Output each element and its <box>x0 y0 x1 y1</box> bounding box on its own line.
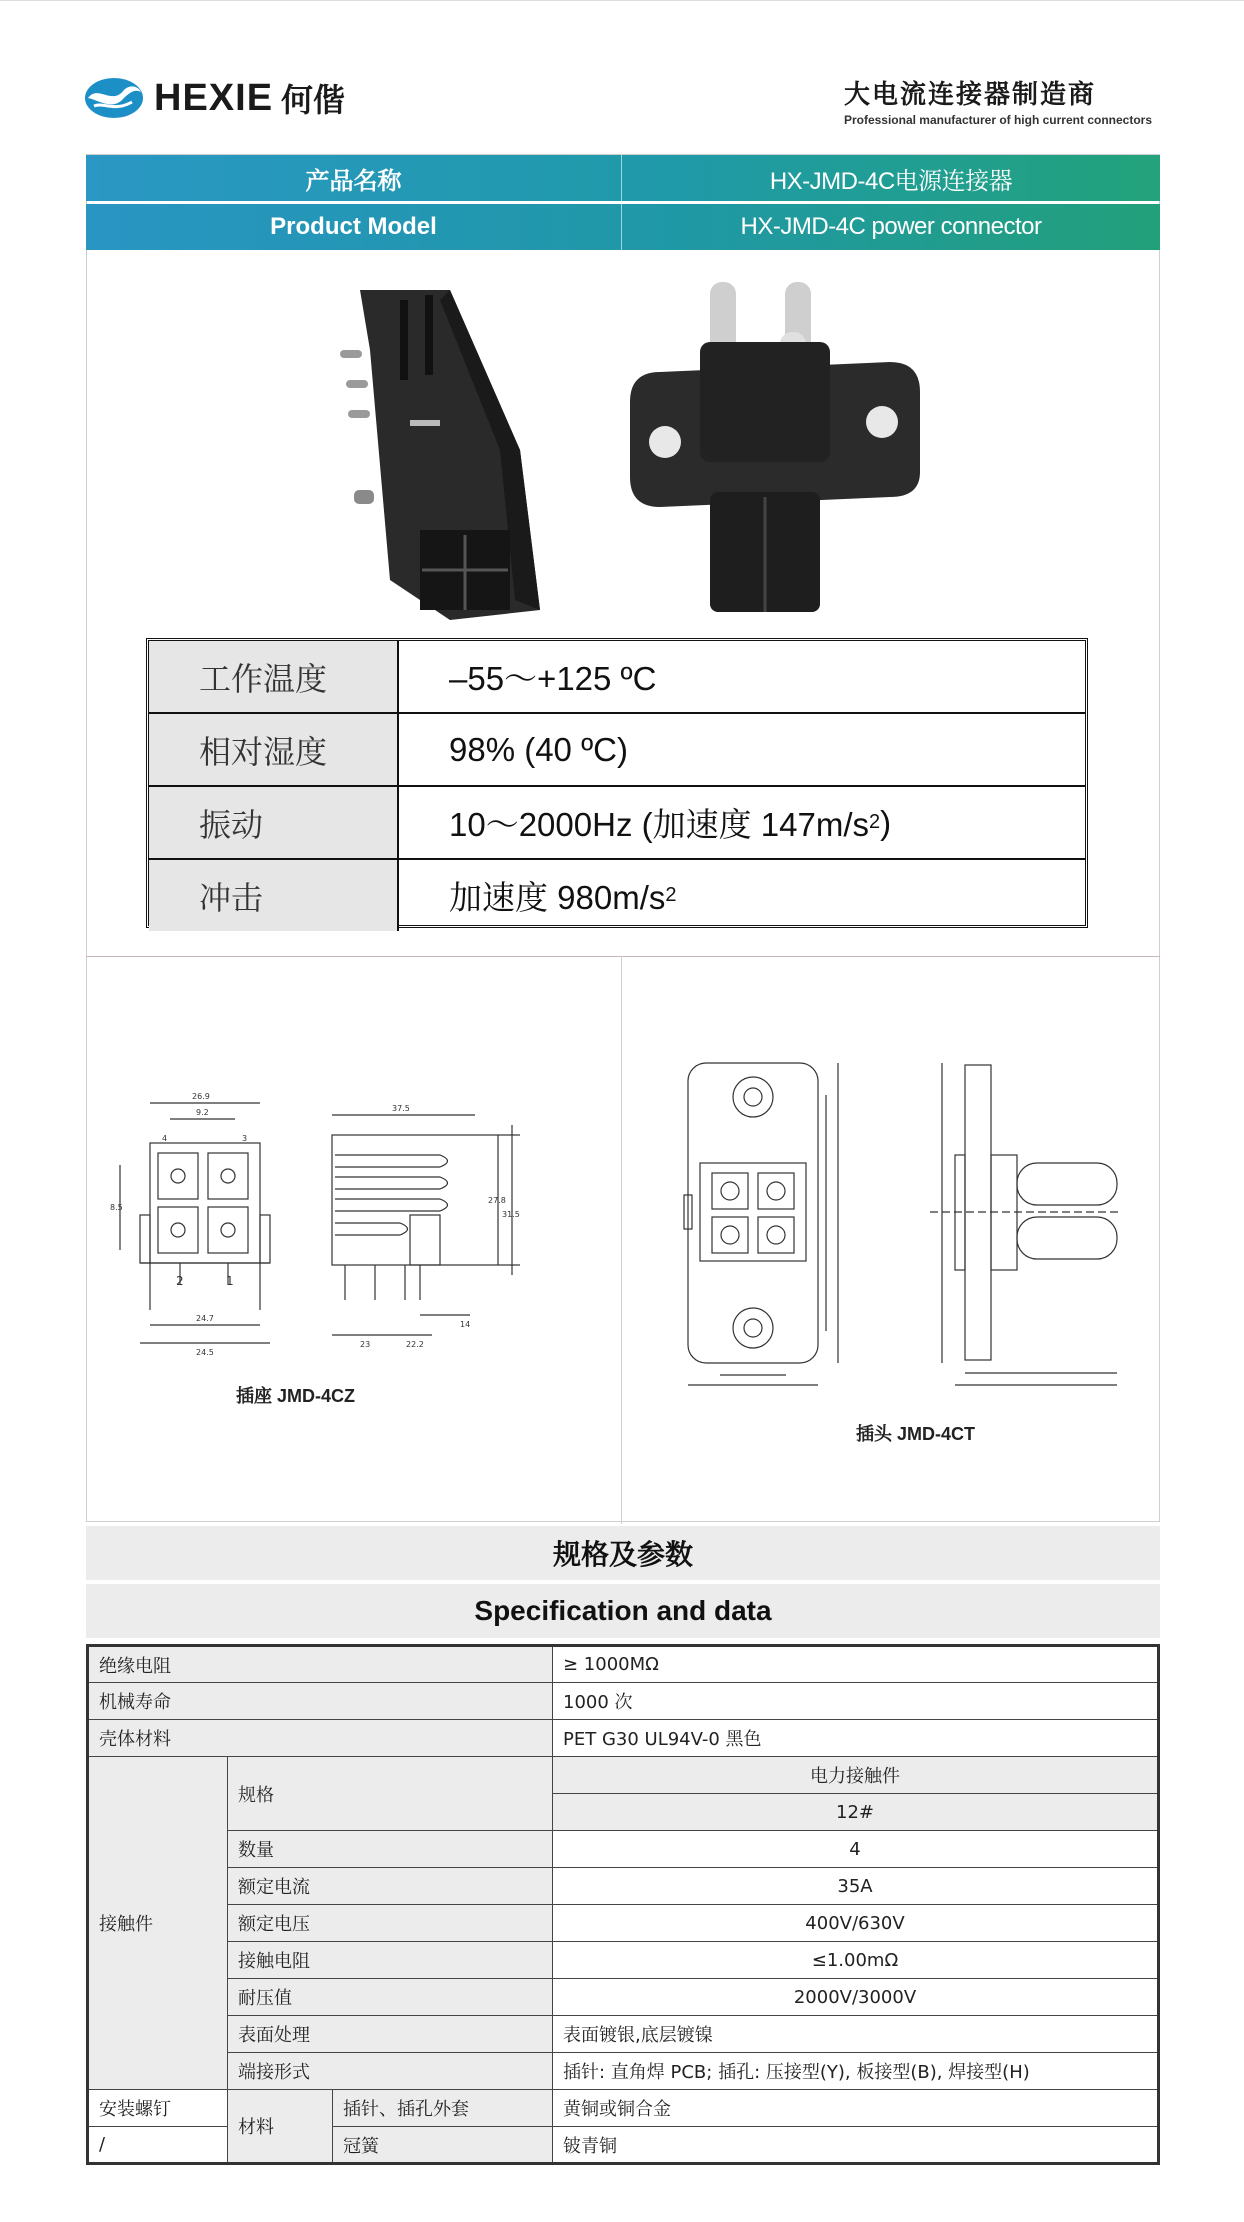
top-rule <box>0 0 1244 1</box>
plug-caption: 插头 JMD-4CT <box>856 1424 976 1444</box>
hexie-logo-icon <box>84 76 144 120</box>
spec-key: 规格 <box>228 1757 553 1831</box>
env-value-tail: ) <box>880 803 892 841</box>
env-value-text: 10～2000Hz (加速度 147m/s <box>449 806 869 843</box>
spec-key: 冠簧 <box>333 2127 553 2164</box>
section-divider <box>86 956 1160 957</box>
env-value <box>399 860 1085 931</box>
model-band-cn <box>86 155 1160 201</box>
tagline-cn: 大电流连接器制造商 <box>843 80 1096 110</box>
pin-number: 1 <box>226 1274 234 1288</box>
dim-label: 37.5 <box>392 1104 410 1113</box>
table-row <box>88 1905 1159 1942</box>
spec-value: 黄铜或铜合金 <box>553 2090 1159 2127</box>
pin-number: 4 <box>162 1134 168 1143</box>
material-label: 材料 <box>228 2090 333 2164</box>
spec-key: 壳体材料 <box>88 1720 553 1757</box>
dim-label: 27.8 <box>488 1196 506 1205</box>
env-row <box>149 860 1085 931</box>
brand-name-cn: 何偕 <box>281 81 346 119</box>
env-row <box>149 787 1085 860</box>
dim-label: 9.2 <box>196 1108 209 1117</box>
spec-value: PET G30 UL94V-0 黑色 <box>553 1720 1159 1757</box>
model-value-cn: HX-JMD-4C电源连接器 <box>769 167 1013 195</box>
dim-label: 24.7 <box>196 1314 214 1323</box>
spec-value: 35A <box>553 1868 1159 1905</box>
env-key: 冲击 <box>149 860 399 931</box>
spec-title-cn: 规格及参数 <box>86 1526 1160 1580</box>
dim-label: 14 <box>460 1320 471 1329</box>
dim-label: 23 <box>360 1340 371 1349</box>
spec-value: 电力接触件 <box>553 1757 1159 1794</box>
dim-label: 31.5 <box>502 1210 520 1219</box>
model-band-en <box>86 204 1160 250</box>
spec-key: 插针、插孔外套 <box>333 2090 553 2127</box>
spec-value: 表面镀银,底层镀镍 <box>553 2016 1159 2053</box>
env-row <box>149 714 1085 787</box>
screw-label: 安装螺钉 <box>88 2090 228 2127</box>
socket-drawing <box>110 1085 520 1365</box>
spec-value: 2000V/3000V <box>553 1979 1159 2016</box>
table-row <box>88 1979 1159 2016</box>
tagline <box>844 74 1152 127</box>
spec-key: 额定电压 <box>228 1905 553 1942</box>
spec-key: 机械寿命 <box>88 1683 553 1720</box>
spec-title-en: Specification and data <box>86 1584 1160 1638</box>
table-row <box>88 1683 1159 1720</box>
pin-number: 2 <box>176 1274 184 1288</box>
spec-key: 耐压值 <box>228 1979 553 2016</box>
env-value: –55～+125 ºC <box>449 660 657 697</box>
dim-label: 26.9 <box>192 1092 210 1101</box>
table-row <box>88 1831 1159 1868</box>
spec-value: ≥ 1000MΩ <box>553 1646 1159 1683</box>
model-value-en: HX-JMD-4C power connector <box>740 213 1042 240</box>
table-row <box>88 2090 1159 2127</box>
spec-value: 1000 次 <box>553 1683 1159 1720</box>
dim-label: 24.5 <box>196 1348 214 1357</box>
table-row <box>88 1757 1159 1794</box>
env-key: 工作温度 <box>149 641 399 712</box>
table-row <box>88 1868 1159 1905</box>
contact-group-label: 接触件 <box>88 1757 228 2090</box>
model-label-en: Product Model <box>86 204 622 250</box>
brand-name: HEXIE <box>154 76 274 119</box>
table-row <box>88 2016 1159 2053</box>
spec-key: 接触电阻 <box>228 1942 553 1979</box>
env-value-sup: 2 <box>665 884 677 906</box>
spec-key: 额定电流 <box>228 1868 553 1905</box>
table-row <box>88 1720 1159 1757</box>
spec-key: 表面处理 <box>228 2016 553 2053</box>
socket-photo <box>330 280 550 620</box>
table-row <box>88 1942 1159 1979</box>
env-value <box>399 787 1085 858</box>
spec-value: 插针: 直角焊 PCB; 插孔: 压接型(Y), 板接型(B), 焊接型(H) <box>553 2053 1159 2090</box>
spec-value: 铍青铜 <box>553 2127 1159 2164</box>
env-value: 98% (40 ºC) <box>449 730 628 768</box>
brand-logo[interactable] <box>84 76 345 120</box>
drawing-divider <box>621 956 622 1524</box>
dim-label: 8.5 <box>110 1203 123 1212</box>
screw-value: / <box>88 2127 228 2164</box>
pin-number: 3 <box>242 1134 248 1143</box>
spec-value: ≤1.00mΩ <box>553 1942 1159 1979</box>
env-value-text: 加速度 980m/s <box>449 879 666 916</box>
spec-table <box>86 1644 1160 2165</box>
model-label-cn: 产品名称 <box>86 155 622 201</box>
environment-table <box>146 638 1088 928</box>
spec-value: 4 <box>553 1831 1159 1868</box>
spec-value: 400V/630V <box>553 1905 1159 1942</box>
spec-key: 绝缘电阻 <box>88 1646 553 1683</box>
dim-label: 22.2 <box>406 1340 424 1349</box>
plug-drawing <box>680 1055 1120 1405</box>
spec-value: 12# <box>553 1794 1159 1831</box>
plug-photo <box>610 282 940 622</box>
env-key: 振动 <box>149 787 399 858</box>
env-value-sup: 2 <box>869 811 881 833</box>
socket-caption: 插座 JMD-4CZ <box>236 1386 356 1406</box>
table-row <box>88 1646 1159 1683</box>
spec-key: 数量 <box>228 1831 553 1868</box>
table-row <box>88 2053 1159 2090</box>
env-row <box>149 641 1085 714</box>
env-key: 相对湿度 <box>149 714 399 785</box>
tagline-en: Professional manufacturer of high current connectors <box>843 113 1152 127</box>
spec-key: 端接形式 <box>228 2053 553 2090</box>
